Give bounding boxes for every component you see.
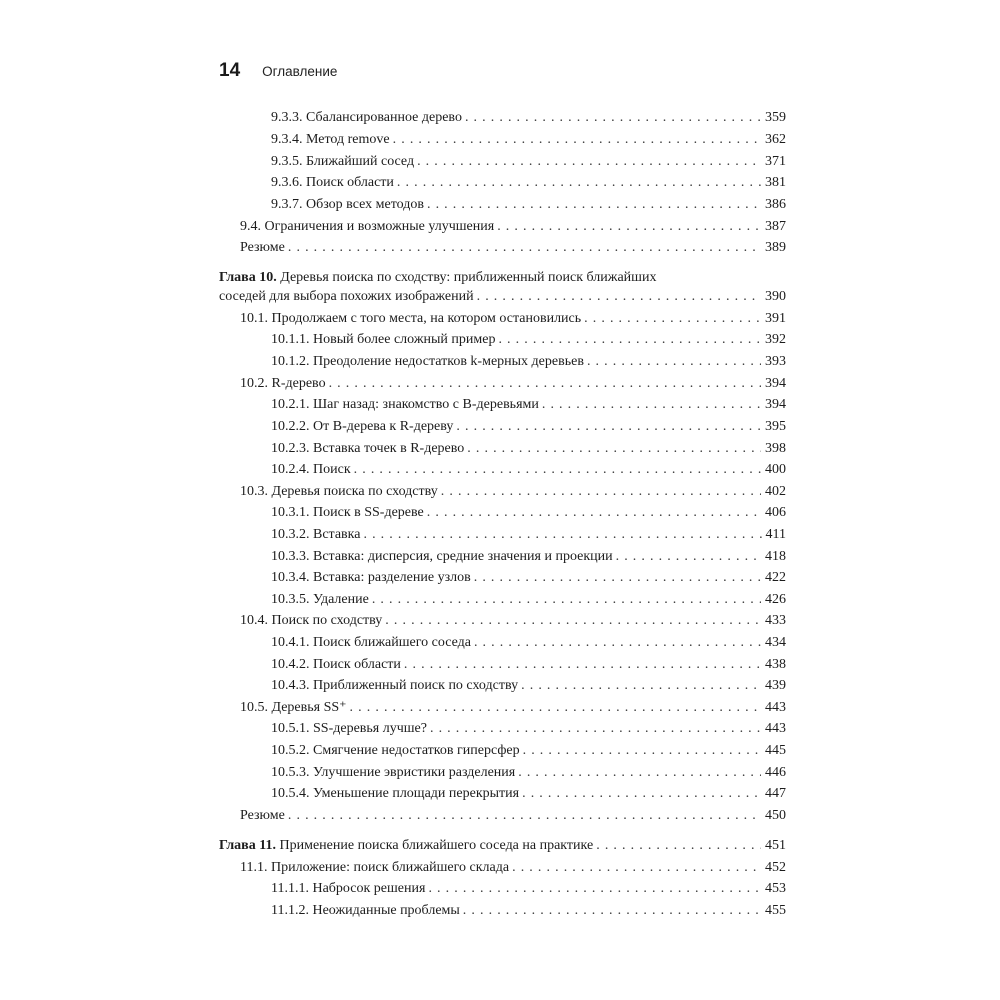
dot-leader [584,308,761,329]
dot-leader [477,286,761,307]
toc-entry: Глава 11. Применение поиска ближайшего соседа на практике . . . 451 [219,835,786,856]
toc-entry: 10.3.2. Вставка . . . 411 [271,524,786,545]
toc-entry: 10.4.1. Поиск ближайшего соседа . . . 434 [271,632,786,653]
dot-leader [523,740,761,761]
dot-leader [512,857,761,878]
chapter-label: Глава 11. [219,838,276,853]
dot-leader [372,589,761,610]
toc-entry: 10.3.1. Поиск в SS-дереве . . . 406 [271,502,786,523]
toc-entry: 11.1.1. Набросок решения . . . 453 [271,878,786,899]
toc-entry: 10.4.2. Поиск области . . . 438 [271,654,786,675]
dot-leader [417,151,761,172]
dot-leader [427,502,761,523]
toc-page-number: 362 [765,132,786,147]
toc-entry: Резюме . . . 389 [240,237,786,258]
toc-entry: 10.2.1. Шаг назад: знакомство с B-деревьями . . . 394 [271,394,786,415]
dot-leader [467,438,761,459]
toc-entry: 10.5.4. Уменьшение площади перекрытия . . . 447 [271,783,786,804]
toc-page-number: 422 [765,570,786,585]
toc-entry: 9.3.7. Обзор всех методов . . . 386 [271,194,786,215]
toc-page-number: 402 [765,484,786,499]
toc-entry: 10.3.5. Удаление . . . 426 [271,589,786,610]
dot-leader [288,805,761,826]
dot-leader [441,481,761,502]
dot-leader [456,416,761,437]
dot-leader [616,546,761,567]
dot-leader [521,675,761,696]
toc-page-number: 371 [765,154,786,169]
toc-page-number: 406 [765,505,786,520]
toc-page-number: 359 [765,110,786,125]
toc-page-number: 381 [765,175,786,190]
toc-entry: 10.4.3. Приближенный поиск по сходству . . . 439 [271,675,786,696]
toc-entry: 11.1.2. Неожиданные проблемы . . . 455 [271,900,786,921]
toc-entry: 10.1.2. Преодоление недостатков k-мерных деревьев . . . 393 [271,351,786,372]
toc-page-number: 439 [765,678,786,693]
toc-page-number: 392 [765,332,786,347]
dot-leader [430,718,761,739]
dot-leader [474,567,761,588]
page-number: 14 [219,60,241,81]
toc-page-number: 387 [765,219,786,234]
dot-leader [497,216,761,237]
dot-leader [397,172,761,193]
toc-page-number: 445 [765,743,786,758]
dot-leader [393,129,761,150]
dot-leader [463,900,761,921]
toc-page-number: 390 [765,289,786,304]
dot-leader [587,351,761,372]
toc-entry: 10.1. Продолжаем с того места, на котором остановились . . . 391 [240,308,786,329]
toc-entry: 10.3.3. Вставка: дисперсия, средние значения и проекции . . . 418 [271,546,786,567]
dot-leader [522,783,761,804]
toc-entry: 9.3.5. Ближайший сосед . . . 371 [271,151,786,172]
toc-page-number: 450 [765,808,786,823]
dot-leader [329,373,761,394]
toc-page-number: 455 [765,903,786,918]
toc-page-number: 386 [765,197,786,212]
toc-entry: 9.3.6. Поиск области . . . 381 [271,172,786,193]
toc-entry: 10.2.3. Вставка точек в R-дерево . . . 398 [271,438,786,459]
toc-page-number: 398 [765,441,786,456]
dot-leader [350,697,761,718]
toc-page-number: 446 [765,765,786,780]
toc-page-number: 400 [765,462,786,477]
toc-entry: соседей для выбора похожих изображений . . . 390 [219,286,786,307]
dot-leader [428,878,761,899]
toc-page-number: 418 [765,549,786,564]
toc-page-number: 452 [765,860,786,875]
toc-page-number: 453 [765,881,786,896]
dot-leader [363,524,761,545]
toc-entry: 10.5. Деревья SS⁺ . . . 443 [240,697,786,718]
dot-leader [288,237,761,258]
toc-entry: Резюме . . . 450 [240,805,786,826]
toc-page-number: 426 [765,592,786,607]
toc-entry: 9.4. Ограничения и возможные улучшения . . . 387 [240,216,786,237]
toc-entry: 10.5.2. Смягчение недостатков гиперсфер . . . 445 [271,740,786,761]
toc-page-number: 389 [765,240,786,255]
toc-entry: 9.3.4. Метод remove . . . 362 [271,129,786,150]
dot-leader [596,835,761,856]
toc-entry: 10.3.4. Вставка: разделение узлов . . . 422 [271,567,786,588]
toc-entry: 10.2.2. От B-дерева к R-дереву . . . 395 [271,416,786,437]
running-title: Оглавление [262,64,338,79]
dot-leader [465,107,761,128]
dot-leader [404,654,761,675]
toc-page-number: 395 [765,419,786,434]
toc-entry: 10.3. Деревья поиска по сходству . . . 402 [240,481,786,502]
toc-page-number: 411 [765,527,786,542]
dot-leader [474,632,761,653]
toc-page-number: 443 [765,721,786,736]
toc-entry: 9.3.3. Сбалансированное дерево . . . 359 [271,107,786,128]
toc-entry: 11.1. Приложение: поиск ближайшего склада . . . 452 [240,857,786,878]
dot-leader [518,762,761,783]
toc-page-number: 394 [765,397,786,412]
toc-page-number: 443 [765,700,786,715]
dot-leader [542,394,761,415]
toc-entry: 10.1.1. Новый более сложный пример . . . 392 [271,329,786,350]
toc-page-number: 447 [765,786,786,801]
toc-page-number: 393 [765,354,786,369]
toc-entry: 10.5.3. Улучшение эвристики разделения . . . 446 [271,762,786,783]
chapter-label: Глава 10. [219,270,277,285]
toc-page-number: 434 [765,635,786,650]
toc-page-number: 438 [765,657,786,672]
toc-entry: 10.4. Поиск по сходству . . . 433 [240,610,786,631]
chapter-heading-line: Глава 10. Деревья поиска по сходству: приближенный поиск ближайших [219,270,657,285]
toc-entry: 10.5.1. SS-деревья лучше? . . . 443 [271,718,786,739]
toc-page-number: 391 [765,311,786,326]
dot-leader [427,194,761,215]
dot-leader [385,610,761,631]
toc-page-number: 451 [765,838,786,853]
toc-page-number: 394 [765,376,786,391]
toc-entry: 10.2. R-дерево . . . 394 [240,373,786,394]
toc-entry: 10.2.4. Поиск . . . 400 [271,459,786,480]
dot-leader [498,329,761,350]
toc-page-number: 433 [765,613,786,628]
dot-leader [354,459,761,480]
